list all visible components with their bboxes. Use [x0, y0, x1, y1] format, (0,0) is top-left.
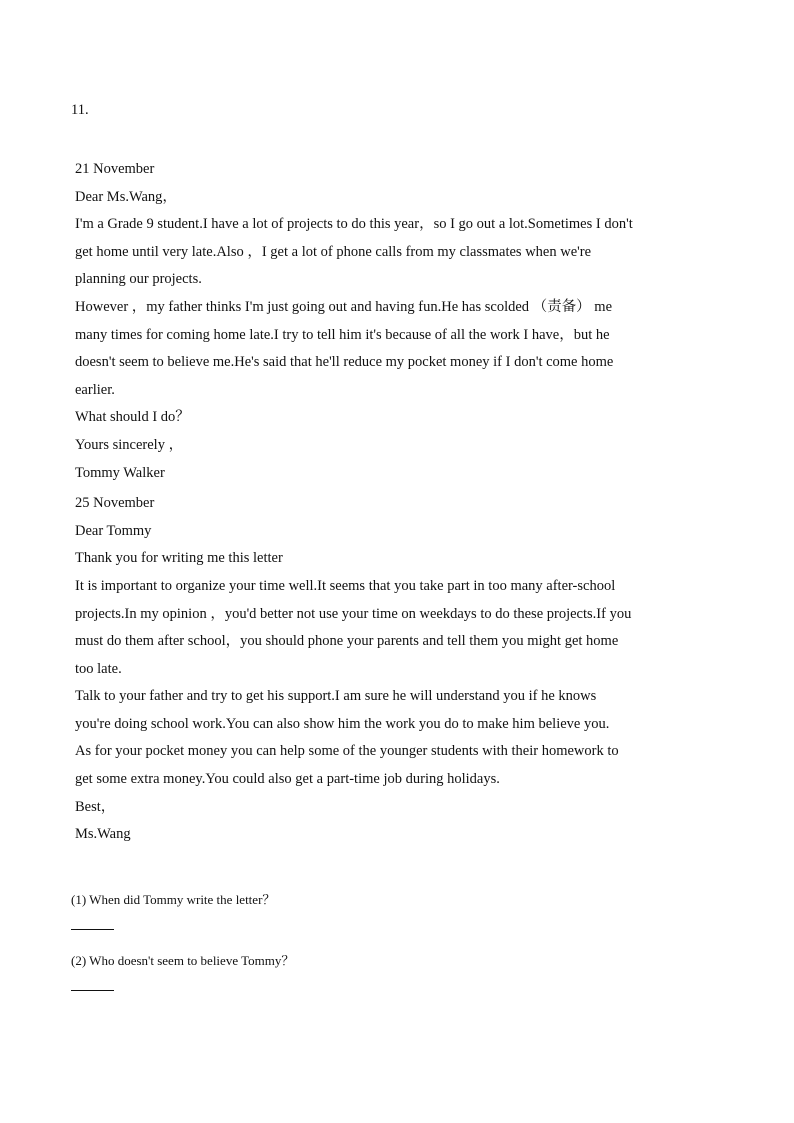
- letter2-line: must do them after school，you should phone your parents and tell them you might get home: [75, 633, 619, 650]
- letter1-line: planning our projects.: [75, 271, 202, 288]
- question-number: 11.: [71, 102, 89, 118]
- letter2-line: As for your pocket money you can help some of the younger students with their homework to: [75, 743, 619, 760]
- letter1-line: many times for coming home late.I try to tell him it's because of all the work I have，but he: [75, 326, 610, 343]
- letter2-line: too late.: [75, 660, 122, 677]
- answer-blank-2[interactable]: [71, 990, 114, 991]
- letter2-date: 25 November: [75, 495, 155, 512]
- letter1-line: doesn't seem to believe me.He's said that he'll reduce my pocket money if I don't come home: [75, 354, 614, 371]
- question-1: (1) When did Tommy write the letter？: [71, 892, 276, 907]
- letter2-line: Talk to your father and try to get his support.I am sure he will understand you if he knows: [75, 688, 597, 705]
- letter2-line: get some extra money.You could also get a part-time job during holidays.: [75, 771, 500, 788]
- letter2-line: projects.In my opinion ，you'd better not use your time on weekdays to do these projects.If you: [75, 605, 632, 622]
- letter1-date: 21 November: [75, 161, 155, 177]
- letter2-line: you're doing school work.You can also show him the work you do to make him believe you.: [75, 715, 610, 732]
- letter2-line: It is important to organize your time well.It seems that you take part in too many after-school: [75, 577, 616, 594]
- letter1-signature: Tommy Walker: [75, 464, 165, 481]
- letter1-line: What should I do？: [75, 409, 190, 426]
- letter2-greeting: Dear Tommy: [75, 522, 152, 539]
- letter1-line: I'm a Grade 9 student.I have a lot of projects to do this year，so I go out a lot.Sometimes I don't: [75, 216, 633, 233]
- letter2-line: Thank you for writing me this letter: [75, 550, 283, 567]
- answer-blank-1[interactable]: [71, 929, 114, 930]
- letter2-closing: Best，: [75, 798, 116, 815]
- letter1-line: However ，my father thinks I'm just going out and having fun.He has scolded （责备） me: [75, 298, 613, 315]
- letter2-signature: Ms.Wang: [75, 826, 131, 843]
- letter1-closing: Yours sincerely ，: [75, 436, 184, 453]
- question-2: (2) Who doesn't seem to believe Tommy？: [71, 953, 295, 968]
- questions-section: [71, 889, 711, 1011]
- letter1-line: earlier.: [75, 381, 115, 398]
- letter1-greeting: Dear Ms.Wang，: [75, 188, 177, 205]
- letter1-line: get home until very late.Also ，I get a lot of phone calls from my classmates when we're: [75, 243, 592, 260]
- letters-passage: [75, 156, 715, 849]
